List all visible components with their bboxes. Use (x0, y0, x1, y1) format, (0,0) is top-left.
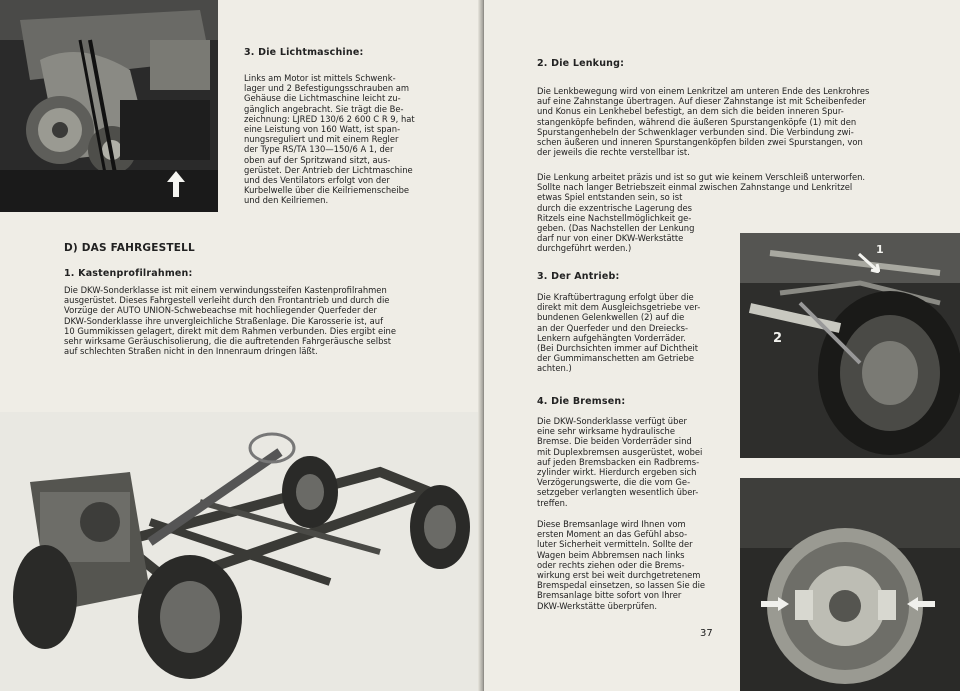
text-line: durch die exzentrische Lagerung des (537, 202, 693, 213)
text-line: stangenköpfe befinden, während die äußeren Spurstangenköpfe (1) mit den (537, 116, 857, 127)
text-line: geben. (Das Nachstellen der Lenkung (537, 223, 695, 234)
text-line: Die Lenkung arbeitet präzis und ist so gut wie keinem Verschleiß unterworfen. (537, 172, 866, 182)
text-line: der Gummimanschetten am Getriebe (537, 353, 695, 364)
antrieb-text (537, 292, 723, 374)
text-line: bundenen Gelenkwellen (2) auf die (537, 312, 685, 323)
lichtmaschine-heading: 3. Die Lichtmaschine: (244, 47, 364, 58)
up-arrow-icon (166, 170, 186, 198)
text-line: mit Duplexbremsen ausgerüstet, wobei (537, 446, 703, 457)
text-line: Vorzüge der AUTO UNION-Schwebeachse mit hochliegender Querfeder der (64, 305, 377, 316)
text-line: Die Kraftübertragung erfolgt über die (537, 292, 694, 302)
pointer-arrow-icon (858, 253, 880, 273)
marker-label-2: 2 (773, 331, 783, 346)
brake-drum-photo (740, 478, 960, 691)
lichtmaschine-text (244, 73, 454, 206)
text-line: und Konus ein Lenkhebel befestigt, an dem sich die beiden inneren Spur- (537, 106, 844, 117)
chassis-photo (0, 412, 482, 691)
marker-label-1: 1 (876, 243, 884, 256)
text-line: Verzögerungswerte, die die vom Ge- (537, 477, 691, 488)
text-line: sehr wirksame Geräuschisolierung, die die auftretenden Fahrgeräusche selbst (64, 336, 392, 347)
bremsen-text-2 (537, 519, 719, 611)
text-line: Diese Bremsanlage wird Ihnen vom (537, 519, 686, 529)
text-line: schen äußeren und inneren Spurstangenköpfen bilden zwei Spurstangen, von (537, 137, 863, 148)
steering-driveshaft-photo (740, 233, 960, 458)
text-line: ersten Moment an das Gefühl abso- (537, 529, 688, 540)
text-line: Sollte nach langer Betriebszeit einmal zwischen Zahnstange und Lenkritzel (537, 182, 853, 193)
text-line: Bremspedal einsetzen, so lassen Sie die (537, 580, 706, 591)
text-line: Wagen beim Abbremsen nach links (537, 549, 685, 560)
chassis-photo-illustration (0, 412, 482, 691)
text-line: direkt mit dem Ausgleichsgetriebe ver- (537, 302, 701, 313)
text-line: 10 Gummikissen gelagert, direkt mit dem Rahmen verbunden. Dies ergibt eine (64, 325, 396, 336)
text-line: treffen. (537, 497, 568, 508)
text-line: auf jeden Bremsbacken ein Radbrems- (537, 456, 700, 467)
text-line: zylinder wirkt. Hierdurch ergeben sich (537, 467, 697, 478)
text-line: (Bei Durchsichten immer auf Dichtheit (537, 343, 699, 354)
antrieb-heading: 3. Der Antrieb: (537, 271, 620, 282)
brake-drum-illustration (740, 478, 960, 691)
text-line: Links am Motor ist mittels Schwenk- (244, 73, 396, 83)
bremsen-heading: 4. Die Bremsen: (537, 396, 626, 407)
text-line: oder rechts ziehen oder die Brems- (537, 559, 685, 570)
text-line: Ritzels eine Nachstellmöglichkeit ge- (537, 212, 692, 223)
generator-photo (0, 0, 218, 212)
text-line: an der Querfeder und den Dreiecks- (537, 322, 689, 333)
bremsen-text-1 (537, 416, 719, 508)
text-line: auf eine Zahnstange übertragen. Auf dieser Zahnstange ist mit Scheibenfeder (537, 96, 866, 107)
text-line: eine Leistung von 160 Watt, ist span- (244, 124, 401, 135)
page-number: 37 (700, 628, 713, 639)
text-line: durchgeführt werden.) (537, 243, 632, 254)
text-line: Gehäuse die Lichtmaschine leicht zu- (244, 93, 401, 104)
text-line: nungsreguliert und mit einem Regler (244, 134, 399, 145)
text-line: auf schlechten Straßen nicht in den Innenraum dringen läßt. (64, 346, 318, 357)
text-line: achten.) (537, 363, 572, 374)
text-line: oben auf der Spritzwand sitzt, aus- (244, 154, 391, 165)
text-line: lager und 2 Befestigungsschrauben am (244, 83, 410, 94)
text-line: gerüstet. Der Antrieb der Lichtmaschine (244, 164, 413, 175)
fahrgestell-text (64, 285, 430, 356)
right-arrow-icon (760, 596, 790, 612)
text-line: DKW-Sonderklasse ihre unvergleichliche Straßenlage. Die Karosserie ist, auf (64, 315, 384, 326)
text-line: zeichnung: LJRED 130/6 2 600 C R 9, hat (244, 113, 415, 124)
text-line: DKW-Werkstätte überprüfen. (537, 600, 658, 611)
right-page (484, 0, 960, 691)
text-line: Die DKW-Sonderklasse verfügt über (537, 416, 687, 426)
text-line: der Type RS/TA 130—150/6 A 1, der (244, 144, 394, 155)
text-line: eine sehr wirksame hydraulische (537, 426, 676, 437)
lenkung-heading: 2. Die Lenkung: (537, 58, 625, 69)
fahrgestell-section-heading: D) DAS FAHRGESTELL (64, 242, 195, 254)
text-line: etwas Spiel entstanden sein, so ist (537, 192, 683, 203)
text-line: und des Ventilators erfolgt von der (244, 175, 390, 186)
left-arrow-icon (906, 596, 936, 612)
text-line: Lenkern aufgehängten Vorderräder. (537, 332, 686, 343)
text-line: Spurstangenhebeln der Schwenklager verbunden sind. Die Verbindung zwi- (537, 126, 854, 137)
text-line: Bremse. Die beiden Vorderräder sind (537, 436, 692, 447)
text-line: gänglich angebracht. Sie trägt die Be- (244, 103, 404, 114)
text-line: setzgeber verlangten wesentlich über- (537, 487, 699, 498)
text-line: Bremsanlage bitte sofort von Ihrer (537, 590, 682, 601)
text-line: Kurbelwelle über die Keilriemenscheibe (244, 185, 410, 196)
text-line: ausgerüstet. Dieses Fahrgestell verleiht durch den Frontantrieb und durch die (64, 295, 390, 306)
lenkung-text-1 (537, 86, 947, 157)
text-line: und den Keilriemen. (244, 195, 329, 206)
text-line: der jeweils die rechte verstellbar ist. (537, 147, 690, 158)
text-line: Die Lenkbewegung wird von einem Lenkritzel am unteren Ende des Lenkrohres (537, 86, 870, 96)
text-line: luter Sicherheit vermitteln. Sollte der (537, 539, 693, 550)
text-line: darf nur von einer DKW-Werkstätte (537, 233, 684, 244)
text-line: Die DKW-Sonderklasse ist mit einem verwindungssteifen Kastenprofilrahmen (64, 285, 387, 295)
kastenprofilrahmen-heading: 1. Kastenprofilrahmen: (64, 268, 193, 279)
text-line: wirkung erst bei weit durchgetretenem (537, 570, 701, 581)
